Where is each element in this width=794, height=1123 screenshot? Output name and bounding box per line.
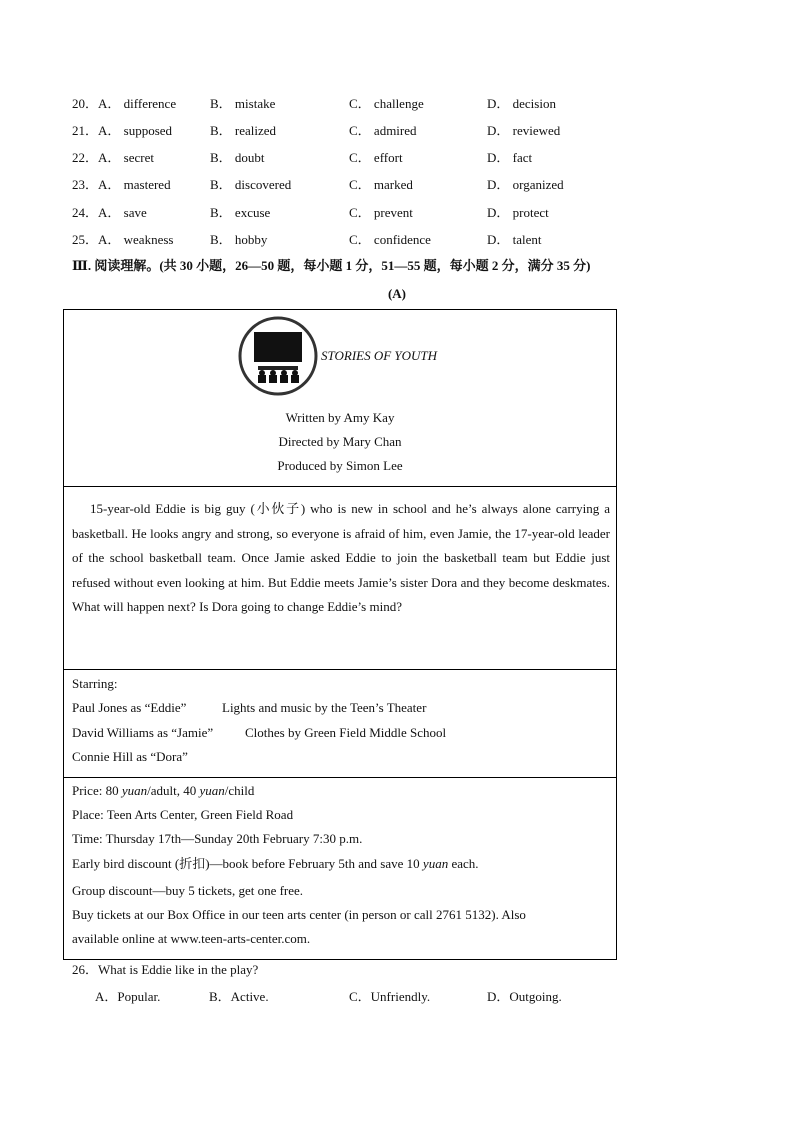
cast-extra: Lights and music by the Teen’s Theater [222,700,427,715]
option-d: D． protect [487,205,549,220]
option-a: 22．A． secret [72,150,154,165]
online-line: available online at www.teen-arts-center.com. [72,931,311,946]
option-d: D．Outgoing. [487,989,562,1004]
option-b: B． doubt [210,150,265,165]
question-26-options [95,987,695,1007]
poster-header [64,310,616,487]
option-b: B． realized [210,123,277,138]
theater-icon [238,316,318,396]
option-c: C． challenge [349,96,424,111]
group-discount-line: Group discount—buy 5 tickets, get one free. [72,883,304,898]
option-b: B．Active. [209,989,269,1004]
credit-writer: Written by Amy Kay [285,410,395,425]
option-d: D． organized [487,177,564,192]
price-line: Price: 80 yuan/adult, 40 yuan/child [72,783,255,798]
poster-cast [64,670,616,778]
poster-ticket-info [64,778,616,960]
cast-actor: Connie Hill as “Dora” [72,749,188,764]
play-title: STORIES OF YOUTH [321,348,438,363]
credit-producer: Produced by Simon Lee [277,458,403,473]
option-c: C． prevent [349,205,413,220]
starring-label: Starring: [72,676,118,691]
option-c: C． confidence [349,232,431,247]
passage-label: (A) [387,286,407,301]
option-b: B． hobby [210,232,268,247]
option-d: D． talent [487,232,542,247]
play-poster [63,309,617,960]
option-c: C．Unfriendly. [349,989,431,1004]
early-bird-line: Early bird discount (折扣)—book before February 5th and save 10 yuan each. [72,856,479,871]
time-line: Time: Thursday 17th—Sunday 20th February 7:30 p.m. [72,831,363,846]
option-d: D． decision [487,96,556,111]
option-c: C． marked [349,177,413,192]
cast-extra: Clothes by Green Field Middle School [245,725,447,740]
option-a: 24．A． save [72,205,147,220]
question-26-stem: 26．What is Eddie like in the play? [72,962,259,977]
credit-director: Directed by Mary Chan [278,434,402,449]
option-d: D． fact [487,150,533,165]
option-b: B． excuse [210,205,271,220]
option-c: C． admired [349,123,417,138]
cast-actor: Paul Jones as “Eddie” [72,700,187,715]
buy-tickets-line: Buy tickets at our Box Office in our teen arts center (in person or call 2761 5132). Also [72,907,526,922]
plot-summary: 15-year-old Eddie is big guy (小伙子) who is new in school and he’s always alone carrying a basketball. He looks angry and strong, so everyone is afraid of him, even Jamie, the 17-year-old leader of the school basketball team. Once Jamie asked Eddie to join the basketball team but Eddie just refused without even looking at him. But Eddie meets Jamie’s sister Dora and they become deskmates. What will happen next? Is Dora going to change Eddie’s mind? [72,501,610,614]
option-a: A．Popular. [95,989,161,1004]
option-a: 25．A． weakness [72,232,174,247]
credits [64,406,616,478]
option-b: B． discovered [210,177,292,192]
option-a: 21．A． supposed [72,123,173,138]
option-a: 23．A． mastered [72,177,171,192]
option-a: 20．A． difference [72,96,177,111]
section-title: Ⅲ. 阅读理解。(共 30 小题，26—50 题，每小题 1 分，51—55 题，每小题 2 分，满分 35 分) [72,258,591,273]
place-line: Place: Teen Arts Center, Green Field Road [72,807,294,822]
option-b: B． mistake [210,96,276,111]
option-c: C． effort [349,150,403,165]
cast-actor: David Williams as “Jamie” [72,725,214,740]
option-d: D． reviewed [487,123,561,138]
poster-description [64,487,616,670]
